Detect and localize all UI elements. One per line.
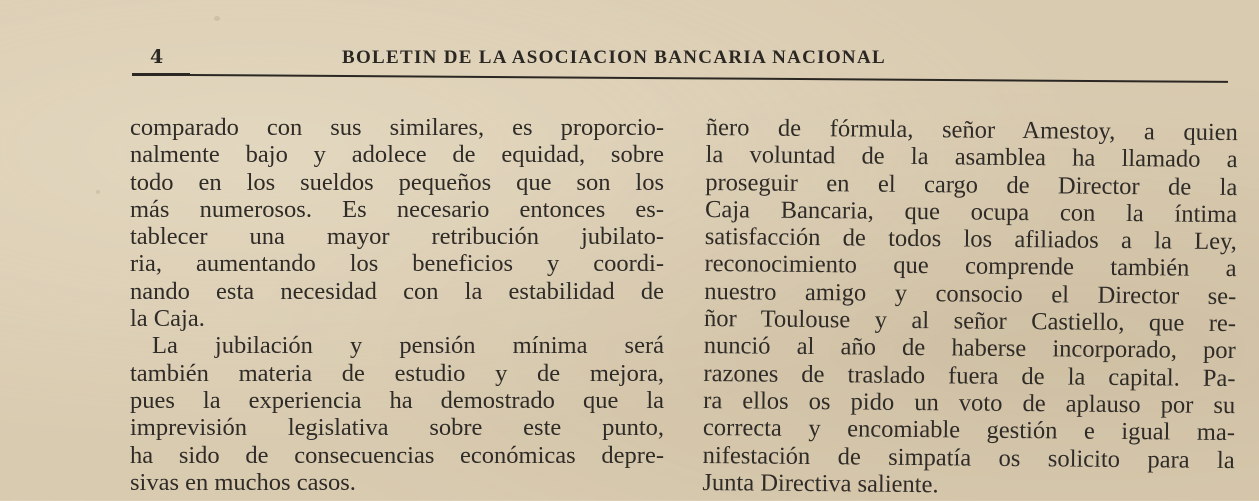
paragraph-first-line: La jubilación y pensión mínima será bbox=[152, 332, 664, 360]
text-line: nalmente bajo y adolece de equidad, sobre bbox=[130, 141, 664, 169]
text-line: la voluntad de la asamblea ha llamado a bbox=[705, 141, 1238, 174]
text-line: razones de traslado fuera de la capital. Pa- bbox=[703, 359, 1236, 392]
paragraph-end-line: la Caja. bbox=[130, 305, 205, 333]
text-line: tablecer una mayor retribución jubilato- bbox=[130, 223, 664, 251]
text-line: más numerosos. Es necesario entonces es- bbox=[130, 195, 664, 223]
text-line: ria, aumentando los beneficios y coordi- bbox=[130, 250, 664, 278]
right-text-column bbox=[702, 114, 1238, 501]
text-line: también materia de estudio y de mejora, bbox=[130, 359, 664, 387]
text-line: ñero de fórmula, señor Amestoy, a quien bbox=[705, 114, 1238, 147]
text-line: nifestación de simpatía os solicito para la bbox=[702, 441, 1235, 474]
paper-stain bbox=[214, 16, 220, 21]
text-line: ra ellos os pido un voto de aplauso por su bbox=[703, 386, 1236, 420]
text-line: Caja Bancaria, que ocupa con la íntima bbox=[704, 195, 1238, 228]
header-rule-left bbox=[132, 73, 190, 76]
paper-stain bbox=[96, 190, 100, 194]
text-line: proseguir en el cargo de Director de la bbox=[705, 168, 1238, 201]
left-text-column bbox=[130, 114, 664, 496]
text-line: satisfacción de todos los afiliados a la Ley, bbox=[704, 223, 1237, 256]
paragraph-end-line: sivas en muchos casos. bbox=[130, 468, 356, 496]
text-line: comparado con sus similares, es proporcio- bbox=[130, 114, 664, 141]
text-line: ñor Toulouse y al señor Castiello, que re- bbox=[703, 305, 1237, 338]
running-title: BOLETIN DE LA ASOCIACION BANCARIA NACIONAL bbox=[342, 47, 886, 68]
text-line: ha sido de consecuencias económicas depre- bbox=[130, 441, 664, 469]
text-line: pues la experiencia ha demostrado que la bbox=[130, 386, 664, 414]
text-line: nando esta necesidad con la estabilidad de bbox=[130, 277, 664, 305]
paragraph-end-line: Junta Directiva saliente. bbox=[702, 468, 939, 499]
text-line: reconocimiento que comprende también a bbox=[704, 250, 1237, 283]
text-line: nunció al año de haberse incorporado, por bbox=[703, 332, 1236, 365]
text-line: todo en los sueldos pequeños que son los bbox=[130, 168, 664, 196]
text-line: correcta y encomiable gestión e igual ma- bbox=[702, 414, 1236, 447]
header-rule-right bbox=[190, 74, 1228, 83]
text-line: imprevisión legislativa sobre este punto, bbox=[130, 414, 664, 442]
text-line: nuestro amigo y consocio el Director se- bbox=[704, 277, 1237, 310]
page-header bbox=[130, 44, 1230, 72]
page-number: 4 bbox=[150, 46, 164, 68]
